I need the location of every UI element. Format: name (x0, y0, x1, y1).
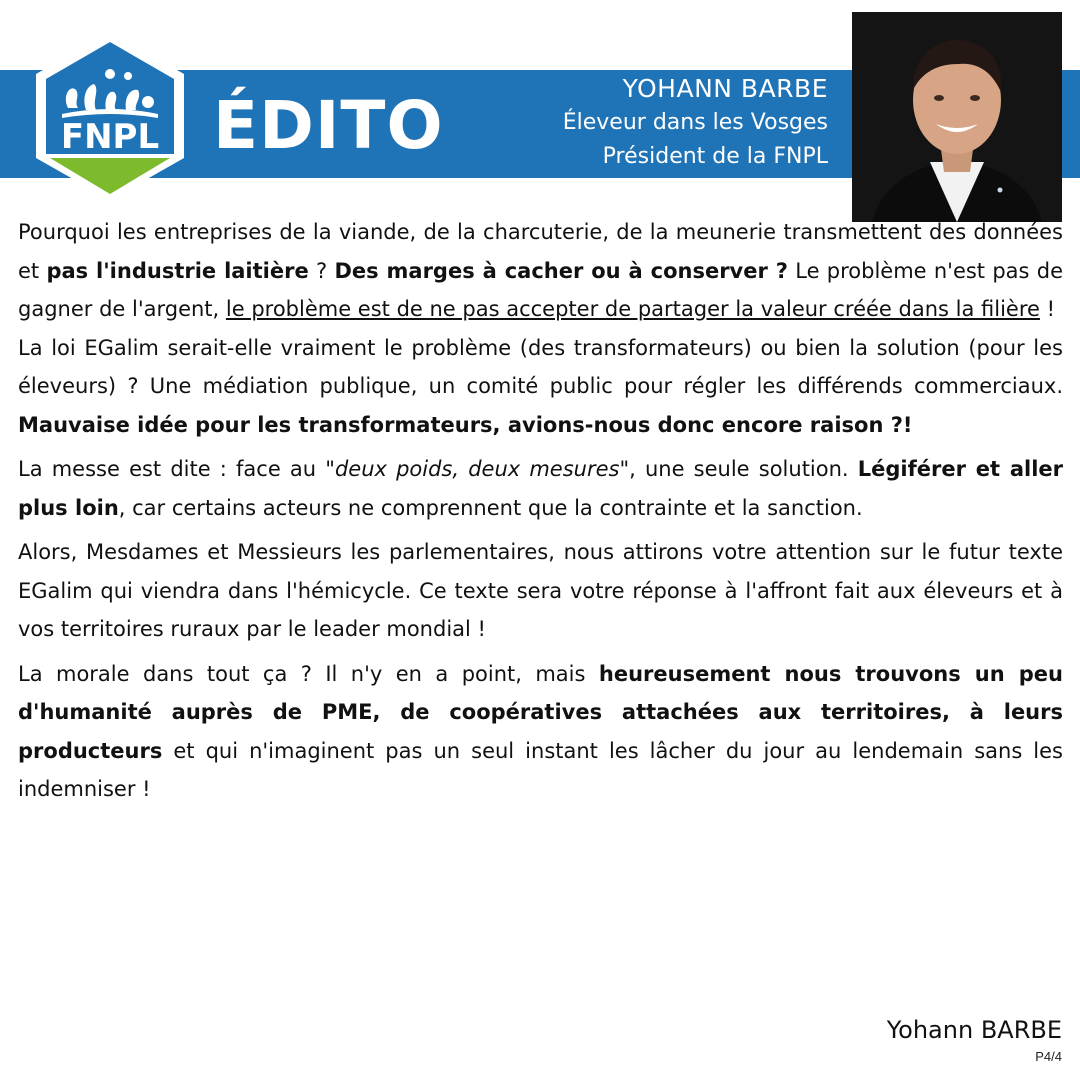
logo-text: FNPL (60, 117, 160, 157)
author-role-2: Président de la FNPL (602, 144, 828, 169)
author-name: YOHANN BARBE (622, 74, 828, 103)
bold-run: Légiférer et aller plus loin (18, 457, 1063, 520)
text-run: La morale dans tout ça ? Il n'y en a point, mais (18, 661, 599, 686)
paragraph-2 (18, 450, 1063, 527)
text-run: La messe est dite : face au " (18, 457, 335, 481)
page-title: ÉDITO (213, 87, 444, 164)
text-run: Pourquoi les entreprises de la viande, de la charcuterie, de la meunerie transmettent des données et (18, 220, 1063, 283)
text-run: ! (1039, 297, 1056, 321)
fnpl-logo (20, 26, 200, 206)
page-number: P4/4 (1035, 1049, 1062, 1064)
italic-run: deux poids, deux mesures (334, 457, 620, 481)
text-run: , car certains acteurs ne comprennent que la contrainte et la sanction. (118, 495, 863, 520)
paragraph-1 (18, 213, 1063, 444)
bold-run: Mauvaise idée pour les transformateurs, avions-nous donc encore raison ?! (18, 412, 913, 437)
text-run: Alors, Mesdames et Messieurs les parlementaires, nous attirons votre attention sur le futur texte EGalim qui viendra dans l'hémicycle. Ce texte sera votre réponse à l'affront fait aux éleveurs et à vos territoires ruraux par le leader mondial ! (18, 540, 1063, 641)
bold-run: heureusement nous trouvons un peu d'humanité auprès de PME, de coopératives attachées aux territoires, à leurs producteurs (18, 661, 1063, 763)
author-portrait (852, 12, 1062, 222)
paragraph-4 (18, 655, 1063, 809)
signature: Yohann BARBE (886, 1016, 1062, 1044)
text-run: La loi EGalim serait-elle vraiment le problème (des transformateurs) ou bien la solution (pour les éleveurs) ? Une médiation publique, un comité public pour régler les différends commerciaux. (18, 335, 1063, 398)
text-run: et qui n'imaginent pas un seul instant les lâcher du jour au lendemain sans les indemniser ! (18, 738, 1063, 801)
author-role-1: Éleveur dans les Vosges (562, 110, 828, 135)
author-photo (852, 12, 1062, 222)
bold-run: pas l'industrie laitière (46, 258, 309, 283)
text-run: ", une seule solution. (619, 457, 858, 481)
text-run: Le problème n'est pas de gagner de l'argent, (18, 258, 1063, 321)
text-run: ? (308, 258, 335, 283)
paragraph-3 (18, 533, 1063, 649)
bold-run: Des marges à cacher ou à conserver ? (334, 258, 788, 283)
underlined-run: le problème est de ne pas accepter de partager la valeur créée dans la filière (225, 297, 1040, 321)
editorial-body (18, 213, 1063, 815)
author-block (563, 72, 828, 174)
